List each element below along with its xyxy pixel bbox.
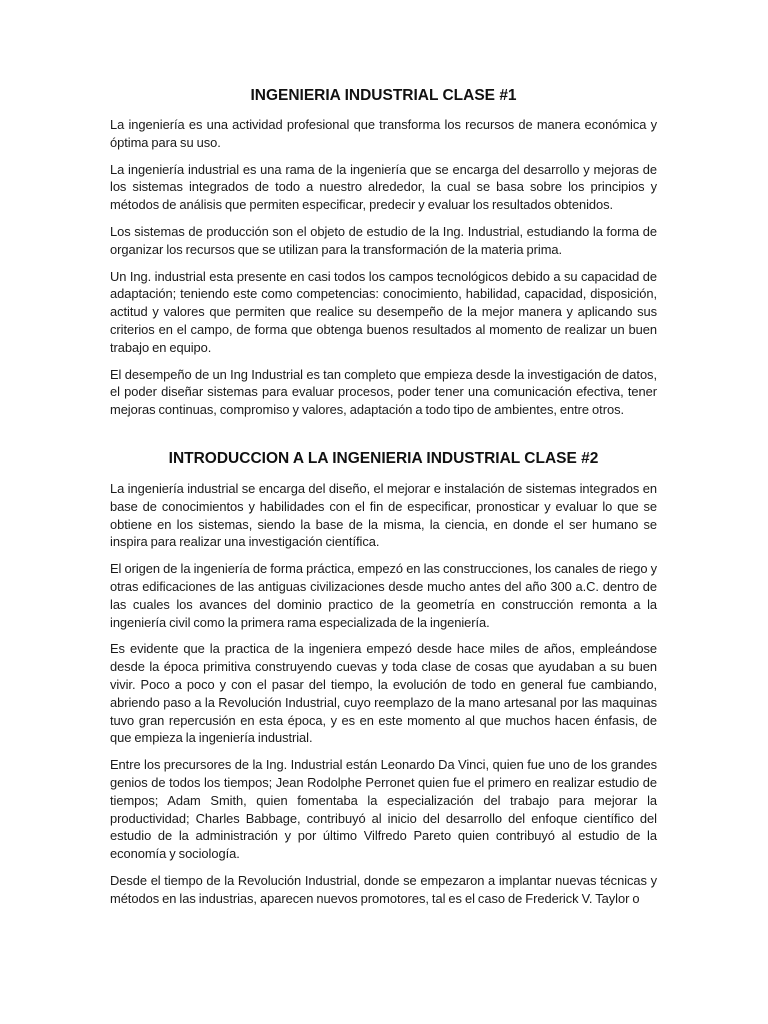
section-2-paragraph: La ingeniería industrial se encarga del diseño, el mejorar e instalación de sistemas integrados en base de conocimientos y habilidades con el fin de especificar, pronosticar y evaluar lo que se obtiene en los sistemas, siendo la base de la misma, la ciencia, en donde el ser humano se inspira para realizar una investigación científica. [110,480,657,550]
section-1-title: INGENIERIA INDUSTRIAL CLASE #1 [250,87,517,104]
section-2-paragraph: Entre los precursores de la Ing. Industrial están Leonardo Da Vinci, quien fue uno de los grandes genios de todos los tiempos; Jean Rodolphe Perronet quien fue el primero en realizar estudio de tiempos; Adam Smith, quien fomentaba la especialización del trabajo para mejorar la productividad; Charles Babbage, contribuyó al inicio del desarrollo del enfoque científico del estudio de la administración y por último Vilfredo Pareto quien contribuyó al estudio de la economía y sociología. [110,757,657,862]
section-1-paragraph: La ingeniería es una actividad profesional que transforma los recursos de manera económica y óptima para su uso. [110,117,657,150]
section-1-paragraph: La ingeniería industrial es una rama de la ingeniería que se encarga del desarrollo y mejoras de los sistemas integrados de todo a nuestro alrededor, la cual se basa sobre los principios y métodos de análisis que permiten especificar, predecir y evaluar los resultados obtenidos. [110,161,657,213]
section-1-paragraph: Los sistemas de producción son el objeto de estudio de la Ing. Industrial, estudiando la forma de organizar los recursos que se utilizan para la transformación de la materia prima. [110,223,657,257]
section-2-title: INTRODUCCION A LA INGENIERIA INDUSTRIAL CLASE #2 [168,449,599,467]
section-2-paragraph: Es evidente que la practica de la ingeniera empezó desde hace miles de años, empleándose desde la época primitiva construyendo cuevas y toda clase de cosas que ayudaban a su buen vivir. Poco a poco y con el pasar del tiempo, la evolución de todo en general fue cambiando, abriendo paso a la Revolución Industrial, cuyo reemplazo de la mano artesanal por las maquinas tuvo gran repercusión en esta época, y es en este momento al que muchos hacen énfasis, de que empieza la ingeniería industrial. [110,641,657,746]
section-1-paragraph: Un Ing. industrial esta presente en casi todos los campos tecnológicos debido a su capacidad de adaptación; teniendo este como competencias: conocimiento, habilidad, capacidad, disposición, actitud y valores que permiten que realice su desempeño de la mejor manera y aplicando sus criterios en el campo, de forma que obtenga buenos resultados al momento de realizar un buen trabajo en equipo. [110,268,657,355]
section-2-paragraph: El origen de la ingeniería de forma práctica, empezó en las construcciones, los canales de riego y otras edificaciones de las antiguas civilizaciones desde mucho antes del año 300 a.C. dentro de las cuales los avances del dominio practico de la geometría en construcción remonta a la ingeniería civil como la primera rama especializada de la ingeniería. [110,561,657,630]
section-2-paragraph: Desde el tiempo de la Revolución Industrial, donde se empezaron a implantar nuevas técnicas y métodos en las industrias, aparecen nuevos promotores, tal es el caso de Frederick V. Taylor o [110,872,657,906]
section-1-paragraph: El desempeño de un Ing Industrial es tan completo que empieza desde la investigación de datos, el poder diseñar sistemas para evaluar procesos, poder tener una comunicación efectiva, tener mejoras continuas, compromiso y valores, adaptación a todo tipo de ambientes, entre otros. [110,366,657,418]
